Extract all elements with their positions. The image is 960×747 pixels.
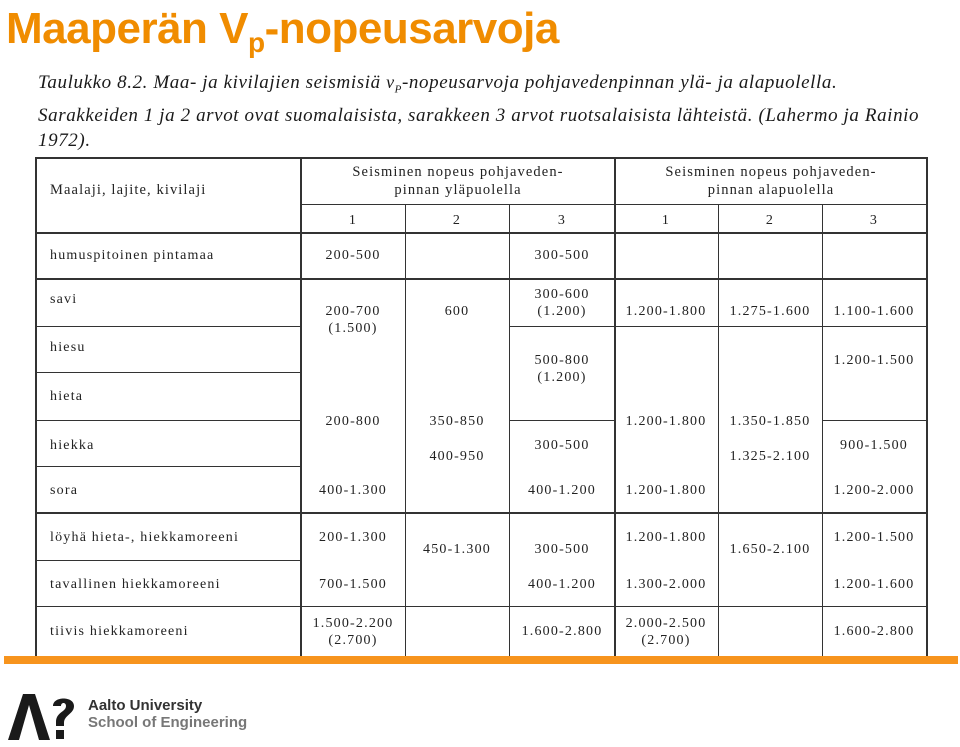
header-below-line2: pinnan alapuolella xyxy=(707,182,835,198)
header-soil-type: Maalaji, lajite, kivilaji xyxy=(50,182,207,198)
table-cell: 400-1.200 xyxy=(528,577,596,592)
table-cell: 300-500 xyxy=(534,542,590,557)
table-cell: (1.200) xyxy=(537,370,587,385)
table-cell: 400-950 xyxy=(429,449,485,464)
table-cell: 1.275-1.600 xyxy=(729,304,811,319)
table-cell: 400-1.300 xyxy=(319,483,387,498)
row-label: tavallinen hiekkamoreeni xyxy=(50,577,221,592)
table-cell: 1.600-2.800 xyxy=(833,624,915,639)
table-cell: 200-500 xyxy=(325,248,381,263)
table-cell: (2.700) xyxy=(641,633,691,648)
table-cell: 1.200-1.600 xyxy=(833,577,915,592)
table-caption: Taulukko 8.2. Maa- ja kivilajien seismisiä $v_P$-nopeusarvoja pohjavedenpinnan ylä- ja alapuolella. Sarakkeiden 1 ja 2 arvot ovat suomalaisista, sarakkeen 3 arvot ruotsalaisista lähteistä. (Lahermo ja Rainio 1972). xyxy=(38,72,920,151)
row-label: hiesu xyxy=(50,340,86,355)
row-label: hieta xyxy=(50,389,84,404)
table-cell: 1.325-2.100 xyxy=(729,449,811,464)
header-col-1: 1 xyxy=(348,213,358,228)
table-cell: 700-1.500 xyxy=(319,577,387,592)
table-cell: 1.300-2.000 xyxy=(625,577,707,592)
header-above-line2: pinnan yläpuolella xyxy=(394,182,522,198)
table-cell: 1.200-1.800 xyxy=(625,530,707,545)
table-cell: 400-1.200 xyxy=(528,483,596,498)
vp-symbol: $v_P$ xyxy=(386,72,402,96)
header-col-3b: 3 xyxy=(869,213,879,228)
table-cell: 300-500 xyxy=(534,438,590,453)
aalto-logo-icon xyxy=(6,690,76,742)
table-cell: 900-1.500 xyxy=(840,438,908,453)
row-label: tiivis hiekkamoreeni xyxy=(50,624,189,639)
table-cell: 1.200-1.500 xyxy=(833,353,915,368)
table-cell: 200-700 xyxy=(325,304,381,319)
table-cell: 200-800 xyxy=(325,414,381,429)
table-cell: (1.500) xyxy=(328,321,378,336)
university-line2: School of Engineering xyxy=(88,714,248,731)
table-cell: 300-600 xyxy=(534,287,590,302)
page-title: Maaperän $V_p$-nopeusarvoja xyxy=(6,4,559,58)
table-cell: 300-500 xyxy=(534,248,590,263)
footer-accent-bar xyxy=(4,656,958,664)
table-cell: 450-1.300 xyxy=(423,542,491,557)
table-cell: 1.600-2.800 xyxy=(521,624,603,639)
row-label: sora xyxy=(50,483,79,498)
header-col-3: 3 xyxy=(557,213,567,228)
table-cell: 1.100-1.600 xyxy=(833,304,915,319)
table-cell: 350-850 xyxy=(429,414,485,429)
header-col-2: 2 xyxy=(452,213,462,228)
table-cell: 1.200-1.500 xyxy=(833,530,915,545)
row-label: löyhä hieta-, hiekkamoreeni xyxy=(50,530,240,545)
university-line1: Aalto University xyxy=(88,697,203,714)
table-cell: 1.200-1.800 xyxy=(625,483,707,498)
table-cell: (2.700) xyxy=(328,633,378,648)
table-cell: 1.200-1.800 xyxy=(625,304,707,319)
table-cell: (1.200) xyxy=(537,304,587,319)
row-label: hiekka xyxy=(50,438,95,453)
header-above-line1: Seisminen nopeus pohjaveden- xyxy=(352,164,564,180)
table-cell: 1.200-2.000 xyxy=(833,483,915,498)
header-col-2b: 2 xyxy=(765,213,775,228)
table-cell: 500-800 xyxy=(534,353,590,368)
row-label: humuspitoinen pintamaa xyxy=(50,248,215,263)
header-below-line1: Seisminen nopeus pohjaveden- xyxy=(665,164,877,180)
table-cell: 600 xyxy=(444,304,470,319)
header-col-1b: 1 xyxy=(661,213,671,228)
table-cell: 1.650-2.100 xyxy=(729,542,811,557)
university-name xyxy=(88,697,247,731)
table-cell: 2.000-2.500 xyxy=(625,616,707,631)
table-cell: 1.500-2.200 xyxy=(312,616,394,631)
row-label: savi xyxy=(50,292,78,307)
table-cell: 200-1.300 xyxy=(319,530,387,545)
table-cell: 1.350-1.850 xyxy=(729,414,811,429)
table-cell: 1.200-1.800 xyxy=(625,414,707,429)
